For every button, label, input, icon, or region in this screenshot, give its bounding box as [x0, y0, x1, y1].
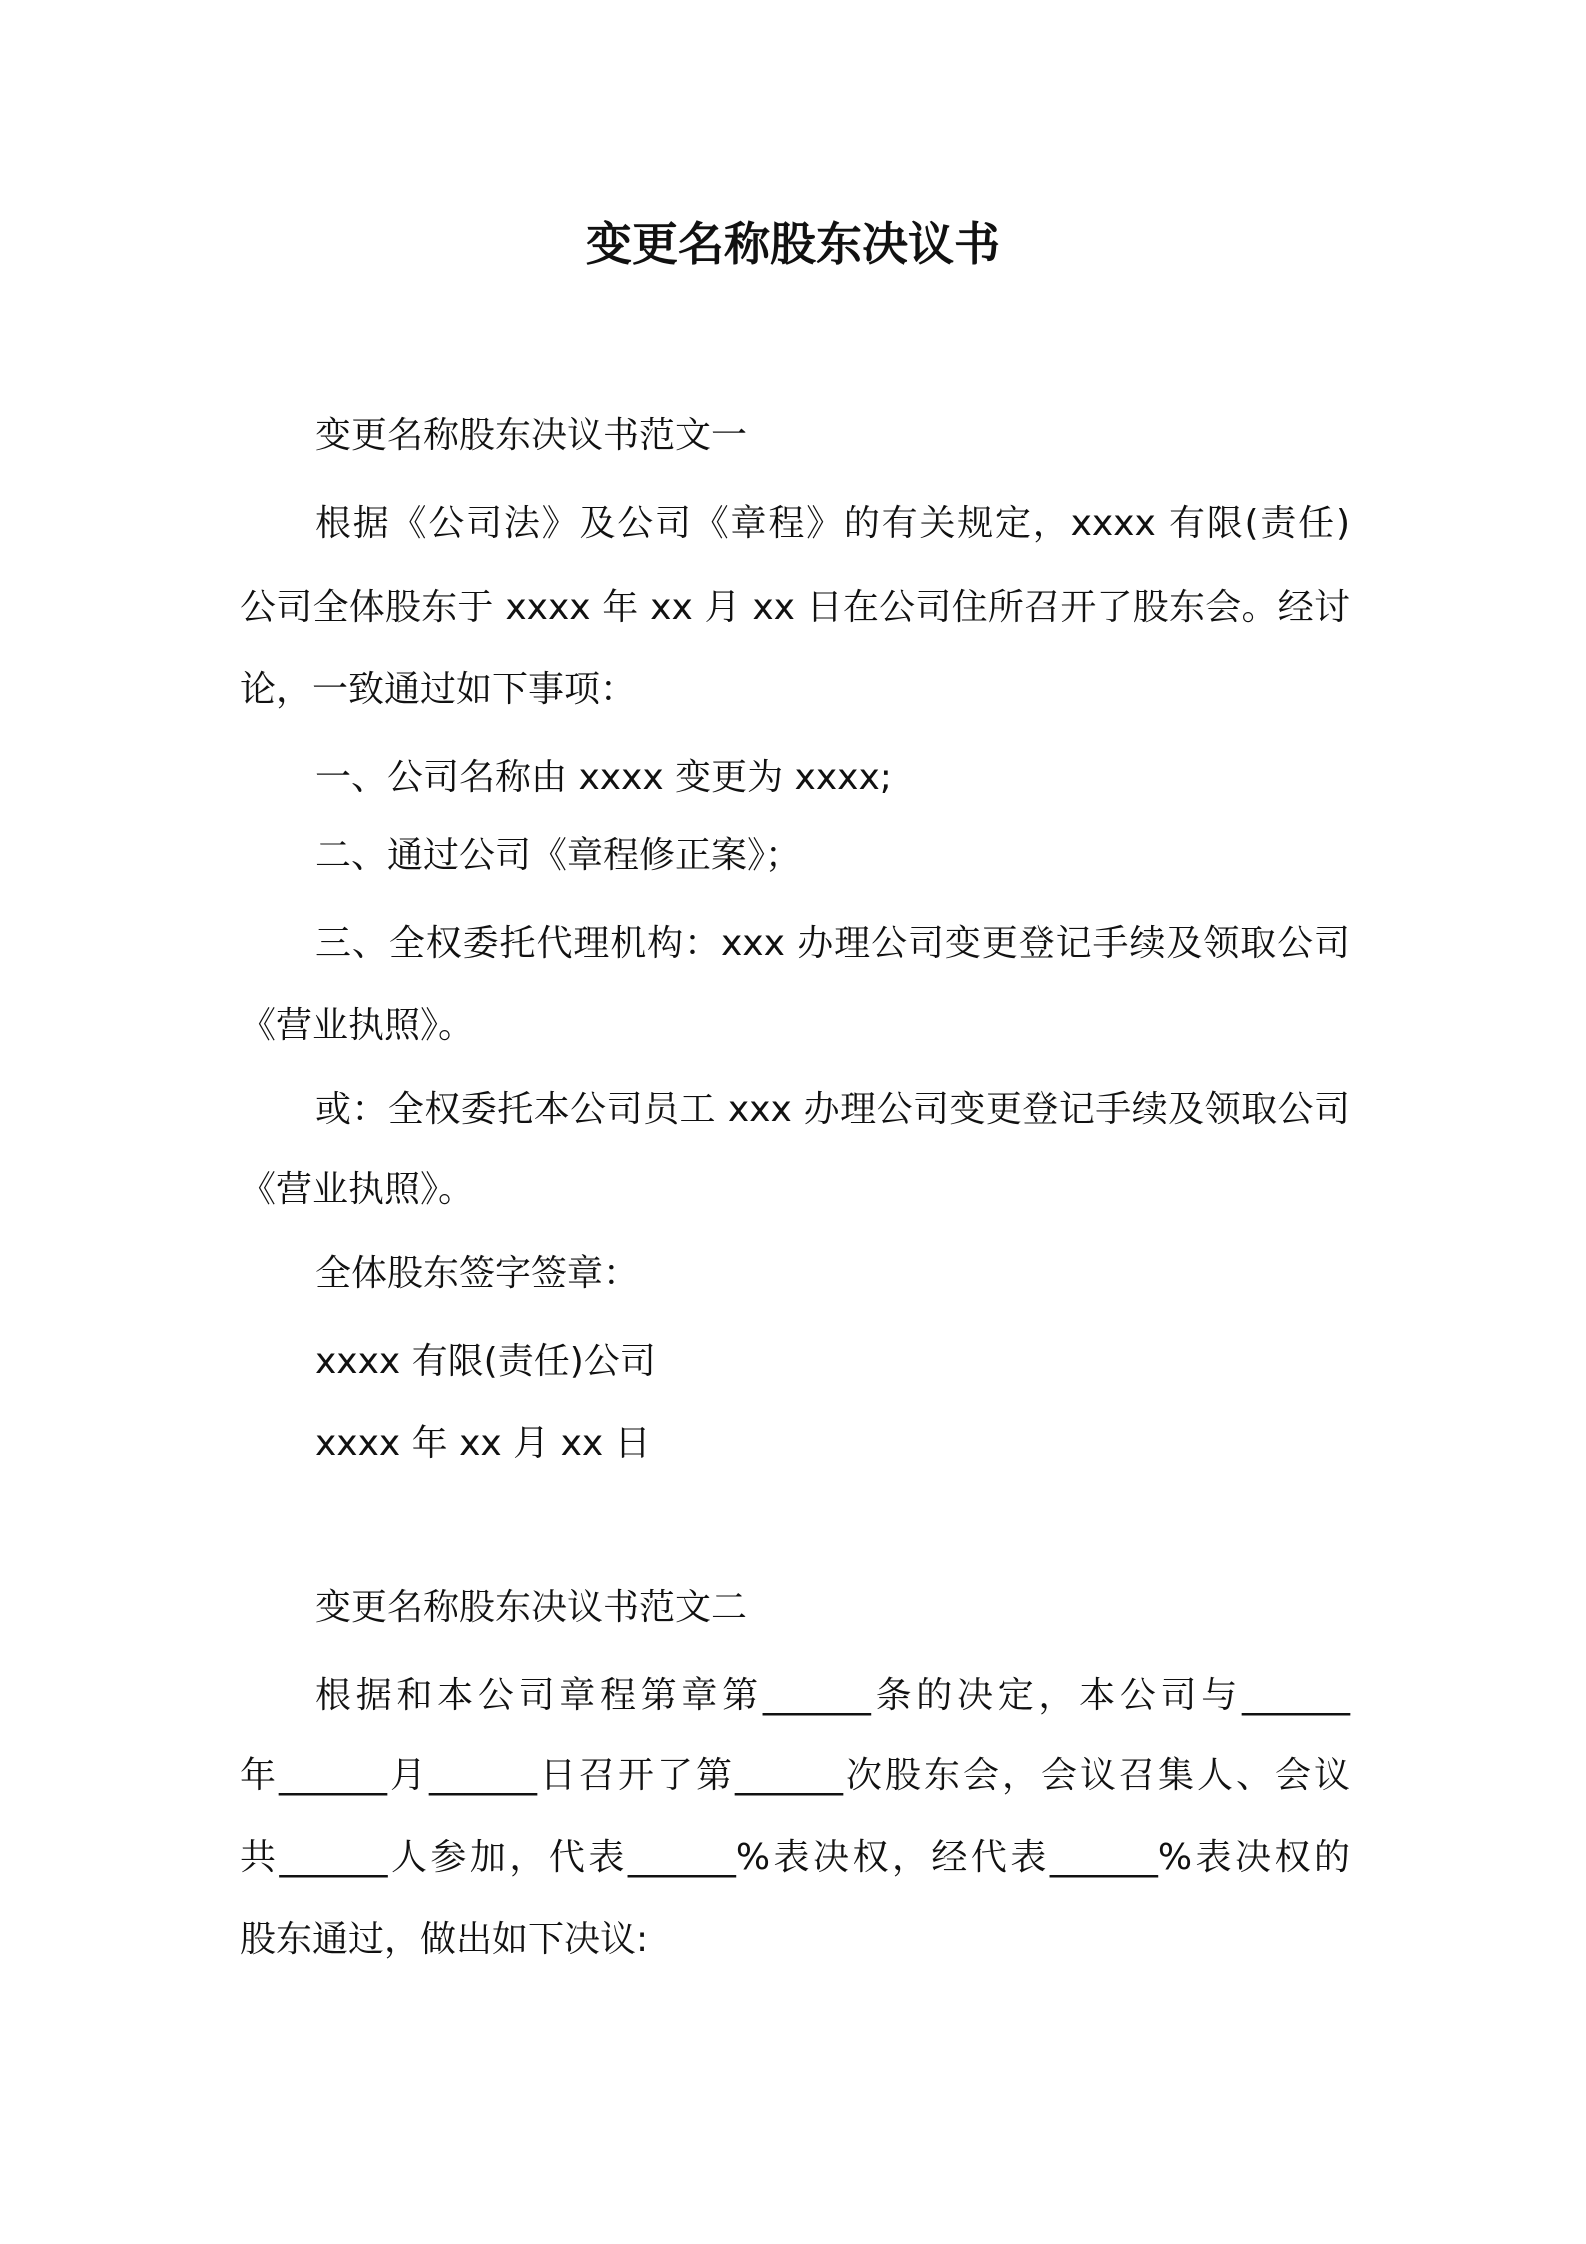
section1-date: xxxx 年 xx 月 xx 日: [315, 1423, 651, 1464]
section1-company: xxxx 有限(责任)公司: [315, 1341, 656, 1382]
section1-item2: 二、通过公司《章程修正案》；: [315, 835, 802, 876]
section1-item3-line2: 《营业执照》。: [240, 1005, 475, 1046]
section1-item3-alt-line1: 或：全权委托本公司员工 xxx 办理公司变更登记手续及领取公司: [315, 1089, 1350, 1130]
section1-para1-line3: 论，一致通过如下事项：: [240, 669, 637, 710]
section2-para1-line4: 股东通过，做出如下决议:: [240, 1919, 649, 1960]
section1-item3-alt-line2: 《营业执照》。: [240, 1169, 475, 1210]
section1-para1-line2: 公司全体股东于 xxxx 年 xx 月 xx 日在公司住所召开了股东会。经讨: [240, 587, 1350, 628]
section1-item3-line1: 三、全权委托代理机构：xxx 办理公司变更登记手续及领取公司: [315, 923, 1350, 964]
section1-signature-label: 全体股东签字签章：: [315, 1253, 640, 1294]
section2-para1-line1: 根据和本公司章程第章第______条的决定，本公司与______: [315, 1675, 1350, 1716]
section2-heading: 变更名称股东决议书范文二: [315, 1587, 748, 1628]
document-title: 变更名称股东决议书: [586, 217, 1000, 271]
section1-heading: 变更名称股东决议书范文一: [315, 415, 748, 456]
section1-item1: 一、公司名称由 xxxx 变更为 xxxx;: [315, 757, 892, 798]
section1-para1-line1: 根据《公司法》及公司《章程》的有关规定，xxxx 有限(责任): [315, 503, 1350, 544]
section2-para1-line3: 共______人参加，代表______%表决权，经代表______%表决权的: [240, 1837, 1350, 1878]
section2-para1-line2: 年______月______日召开了第______次股东会，会议召集人、会议: [240, 1755, 1350, 1796]
